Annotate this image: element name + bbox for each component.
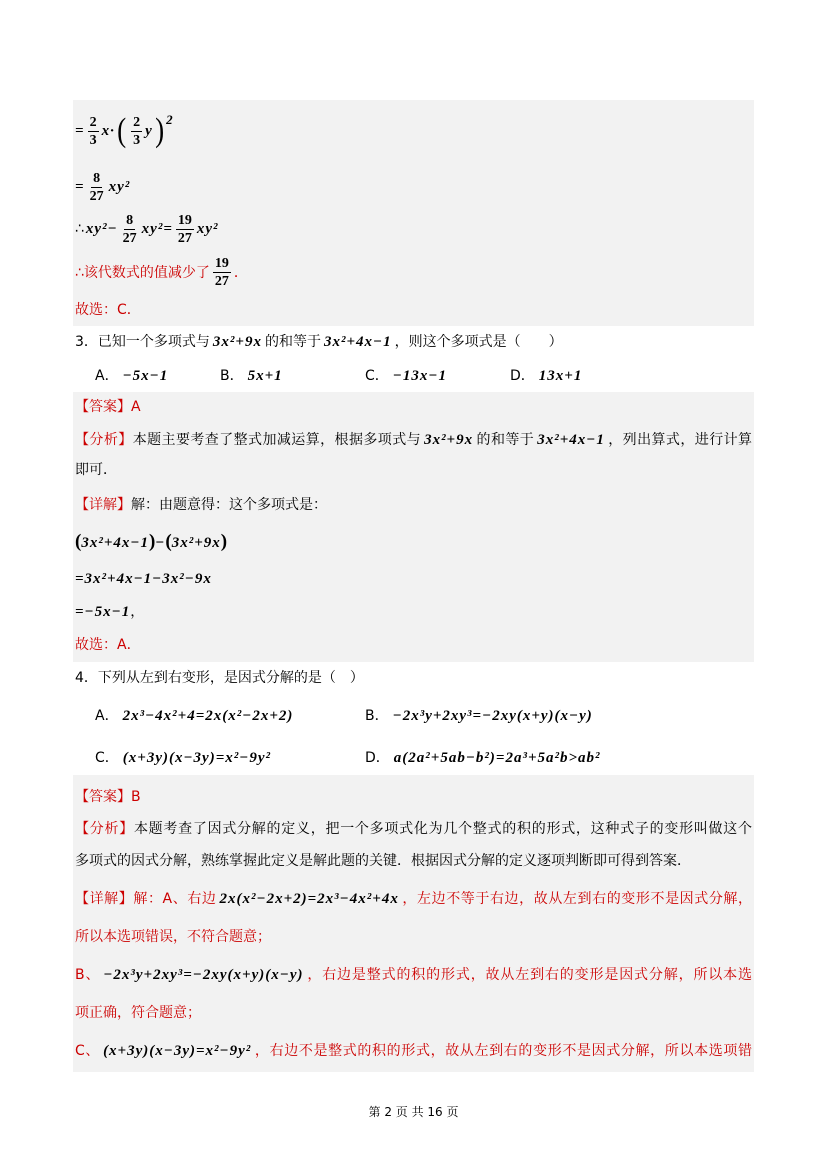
option-key: C． [95,750,119,766]
question-4-stem: 4．下列从左到右变形，是因式分解的是（ ） [75,670,364,686]
stem-math: 3x²+9x [212,334,262,350]
q4-detail-a-cont: 所以本选项错误，不符合题意； [75,929,271,945]
fraction [176,213,194,246]
fraction [131,115,142,148]
fraction [213,256,231,289]
prev-conclusion [75,254,248,290]
question-3-stem [75,332,563,352]
detail-text: ，右边是整式的积的形式，故从左到右的变形是因式分解，所以本选 [306,967,753,983]
right-parenthesis: ) [220,531,228,552]
q4-analysis-cont: 多项式的因式分解，熟练掌握此定义是解此题的关键．根据因式分解的定义逐项判断即可得到答案． [75,853,691,869]
q4-answer-label: 【答案】B [75,789,141,805]
fraction-numerator: 19 [177,212,192,228]
option-expression: a(2a²+5ab−b²)=2a³+5a²b>ab² [393,750,601,766]
left-parenthesis: ( [165,531,172,552]
equals-sign: = [75,178,85,195]
q3-option-d [510,366,582,386]
q4-option-c [95,748,271,768]
q3-step-2 [75,569,212,589]
detail-text: B、 [75,967,101,983]
detail-text: ，左边不等于右边，故从左到右的变形不是因式分解， [401,891,753,907]
prev-step-2 [75,169,130,205]
option-key: A． [95,708,119,724]
math-term: =−5x−1 [75,604,131,620]
detail-math: −2x³y+2xy³=−2xy(x+y)(x−y) [103,967,304,983]
fraction [121,213,139,246]
analysis-text: ，列出算式，进行计算 [607,432,753,448]
option-expression: −5x−1 [122,368,169,384]
q3-option-b [220,366,283,386]
q4-detail-b-cont: 项正确，符合题意； [75,1005,201,1021]
fraction-numerator: 2 [89,114,97,130]
detail-tag: 【详解】 [75,891,134,907]
q4-detail-b [75,965,752,985]
q4-detail-a [75,889,752,909]
fraction [88,171,106,204]
page-footer: 第 2 页 共 16 页 [368,1105,459,1119]
left-parenthesis: ( [75,531,82,552]
option-key: B． [220,368,244,384]
q3-step-3 [75,602,144,622]
math-term: x· [101,122,115,139]
stem-text: 3．已知一个多项式与 [75,334,210,350]
option-key: A． [95,368,119,384]
analysis-math: 3x²+9x [424,432,474,448]
conclusion-text: ∴该代数式的值减少了 [75,265,210,281]
math-term: y [145,122,153,139]
q3-step-1 [75,532,227,552]
fraction-denominator: 3 [89,132,97,148]
prev-step-3 [75,211,219,247]
stem-text: 的和等于 [264,334,321,350]
option-key: B． [365,708,389,724]
fraction-numerator: 8 [93,170,101,186]
q3-choice: 故选：A． [75,637,141,653]
left-parenthesis: ( [116,112,127,149]
q3-analysis [75,430,752,450]
right-parenthesis: ) [148,531,156,552]
stem-text: ，则这个多项式是（ ） [394,334,563,350]
fraction-numerator: 2 [133,114,141,130]
detail-tag: 【详解】 [75,497,131,513]
math-term: 3x²+9x [171,535,221,551]
option-expression: −13x−1 [392,368,447,384]
fraction-denominator: 27 [214,273,229,289]
analysis-tag: 【分析】 [75,432,133,448]
option-key: D． [365,750,390,766]
prev-step-1 [75,111,174,151]
right-parenthesis: ) [154,112,165,149]
q3-analysis-cont: 即可． [75,462,117,478]
fraction-denominator: 27 [177,230,192,246]
analysis-tag: 【分析】 [75,821,134,837]
q4-option-b [365,706,593,726]
option-key: D． [510,368,535,384]
fraction [88,115,99,148]
analysis-math: 3x²+4x−1 [537,432,605,448]
math-term: 3x²+4x−1 [81,535,149,551]
fraction-denominator: 27 [89,188,104,204]
analysis-text: 本题主要考查了整式加减运算，根据多项式与 [132,432,422,448]
prev-choice: 故选：C． [75,302,141,318]
q4-option-d [365,748,601,768]
math-term: xy² [196,220,219,237]
fraction-denominator: 3 [133,132,141,148]
detail-math: (x+3y)(x−3y)=x²−9y² [103,1043,252,1059]
detail-text: ，右边不是整式的积的形式，故从左到右的变形不是因式分解，所以本选项错 [254,1043,753,1059]
equals-sign: = [75,122,85,139]
comma: ， [130,604,145,620]
stem-math: 3x²+4x−1 [323,334,392,350]
q3-option-c [365,366,447,386]
math-term: xy² [108,178,131,195]
option-expression: 5x+1 [247,368,283,384]
math-term: =3x²+4x−1−3x²−9x [75,571,212,587]
q3-option-a [95,366,168,386]
analysis-text: 本题考查了因式分解的定义，把一个多项式化为几个整式的积的形式，这种式子的变形叫做这个 [133,821,753,837]
fraction-denominator: 27 [122,230,137,246]
detail-text: C、 [75,1043,101,1059]
math-term: xy²− [85,220,118,237]
option-expression: 13x+1 [538,368,583,384]
fraction-numerator: 8 [126,212,134,228]
therefore-symbol: ∴ [75,221,84,237]
option-expression: (x+3y)(x−3y)=x²−9y² [122,750,272,766]
detail-text: 解：A、右边 [133,891,217,907]
option-expression: −2x³y+2xy³=−2xy(x+y)(x−y) [392,708,593,724]
q4-detail-c [75,1041,752,1061]
detail-text: 解：由题意得：这个多项式是： [131,497,327,513]
fraction-numerator: 19 [214,255,229,271]
q3-answer-label: 【答案】A [75,399,141,415]
analysis-text: 的和等于 [476,432,535,448]
minus-sign: − [155,535,166,551]
option-key: C． [365,368,389,384]
math-term: xy²= [141,220,173,237]
q3-detail [75,495,327,515]
period: ． [233,265,248,281]
q4-option-a [95,706,293,726]
exponent: 2 [166,112,174,127]
detail-math: 2x(x²−2x+2)=2x³−4x²+4x [219,891,399,907]
q4-analysis [75,819,752,839]
option-expression: 2x³−4x²+4=2x(x²−2x+2) [122,708,294,724]
